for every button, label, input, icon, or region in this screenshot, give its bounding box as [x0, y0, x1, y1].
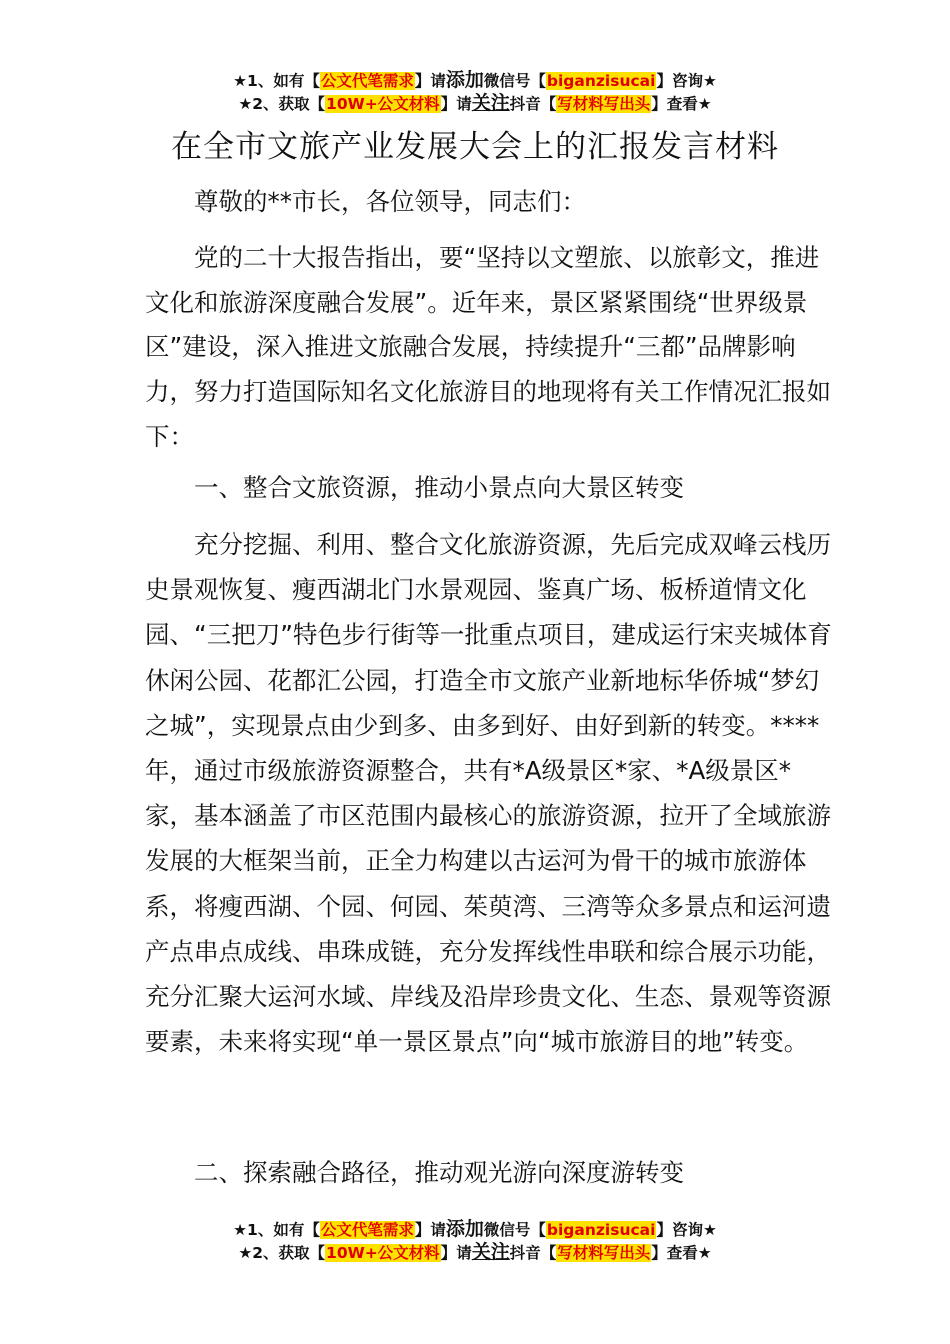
promo-text: 】咨询★ [656, 72, 717, 90]
promo-line-1 [0, 69, 950, 92]
promo-highlight: biganzisucai [546, 1221, 656, 1239]
promo-banner-top [0, 69, 950, 115]
promo-text: ★1、如有【 [233, 1221, 320, 1239]
promo-text: 】请 [414, 1221, 446, 1239]
promo-banner-bottom [0, 1218, 950, 1264]
promo-line-1 [0, 1218, 950, 1241]
promo-highlight: 公文代笔需求 [320, 1221, 414, 1239]
promo-text: 】请 [440, 1244, 472, 1262]
promo-text: 微信号【 [483, 1221, 546, 1239]
promo-text: ★2、获取【 [238, 1244, 326, 1262]
promo-text: ★2、获取【 [238, 95, 326, 113]
promo-highlight: 公文代笔需求 [320, 72, 414, 90]
promo-text: 】咨询★ [656, 1221, 717, 1239]
promo-emphasis: 关注 [471, 1241, 510, 1263]
promo-text: 抖音【 [509, 1244, 557, 1262]
promo-text: 抖音【 [509, 95, 557, 113]
promo-highlight: 10W+公文材料 [326, 95, 440, 113]
promo-emphasis: 关注 [471, 92, 510, 114]
promo-emphasis: 添加 [445, 1218, 484, 1240]
paragraph-intro: 党的二十大报告指出，要“坚持以文塑旅、以旅彰文，推进文化和旅游深度融合发展”。近年来，景区紧紧围绕“世界级景区”建设，深入推进文旅融合发展，持续提升“三都”品牌影响力，努力打造国际知名文化旅游目的地现将有关工作情况汇报如下： [145, 243, 831, 451]
promo-highlight: 写材料写出头 [557, 95, 651, 113]
document-title: 在全市文旅产业发展大会上的汇报发言材料 [171, 129, 779, 165]
paragraph-section-1: 充分挖掘、利用、整合文化旅游资源，先后完成双峰云栈历史景观恢复、瘦西湖北门水景观园、鉴真广场、板桥道情文化园、“三把刀”特色步行街等一批重点项目，建成运行宋夹城体育休闲公园、花都汇公园，打造全市文旅产业新地标华侨城“梦幻之城”，实现景点由少到多、由多到好、由好到新的转变。****年，通过市级旅游资源整合，共有*A级景区*家、*A级景区*家，基本涵盖了市区范围内最核心的旅游资源，拉开了全域旅游发展的大框架当前，正全力构建以古运河为骨干的城市旅游体系，将瘦西湖、个园、何园、茱萸湾、三湾等众多景点和运河遗产点串点成线、串珠成链，充分发挥线性串联和综合展示功能，充分汇聚大运河水域、岸线及沿岸珍贵文化、生态、景观等资源要素，未来将实现“单一景区景点”向“城市旅游目的地”转变。 [145, 530, 832, 1057]
section-heading-1: 一、整合文旅资源，推动小景点向大景区转变 [194, 473, 684, 502]
promo-highlight: 10W+公文材料 [326, 1244, 440, 1262]
greeting: 尊敬的**市长，各位领导，同志们： [194, 187, 586, 216]
promo-line-2 [0, 92, 950, 115]
promo-emphasis: 添加 [445, 69, 484, 91]
promo-text: 】查看★ [651, 1244, 712, 1262]
section-heading-2: 二、探索融合路径，推动观光游向深度游转变 [194, 1158, 684, 1187]
promo-highlight: 写材料写出头 [557, 1244, 651, 1262]
promo-highlight: biganzisucai [546, 72, 656, 90]
promo-text: 】请 [440, 95, 472, 113]
promo-line-2 [0, 1241, 950, 1264]
promo-text: 微信号【 [483, 72, 546, 90]
promo-text: 】请 [414, 72, 446, 90]
promo-text: ★1、如有【 [233, 72, 320, 90]
promo-text: 】查看★ [651, 95, 712, 113]
